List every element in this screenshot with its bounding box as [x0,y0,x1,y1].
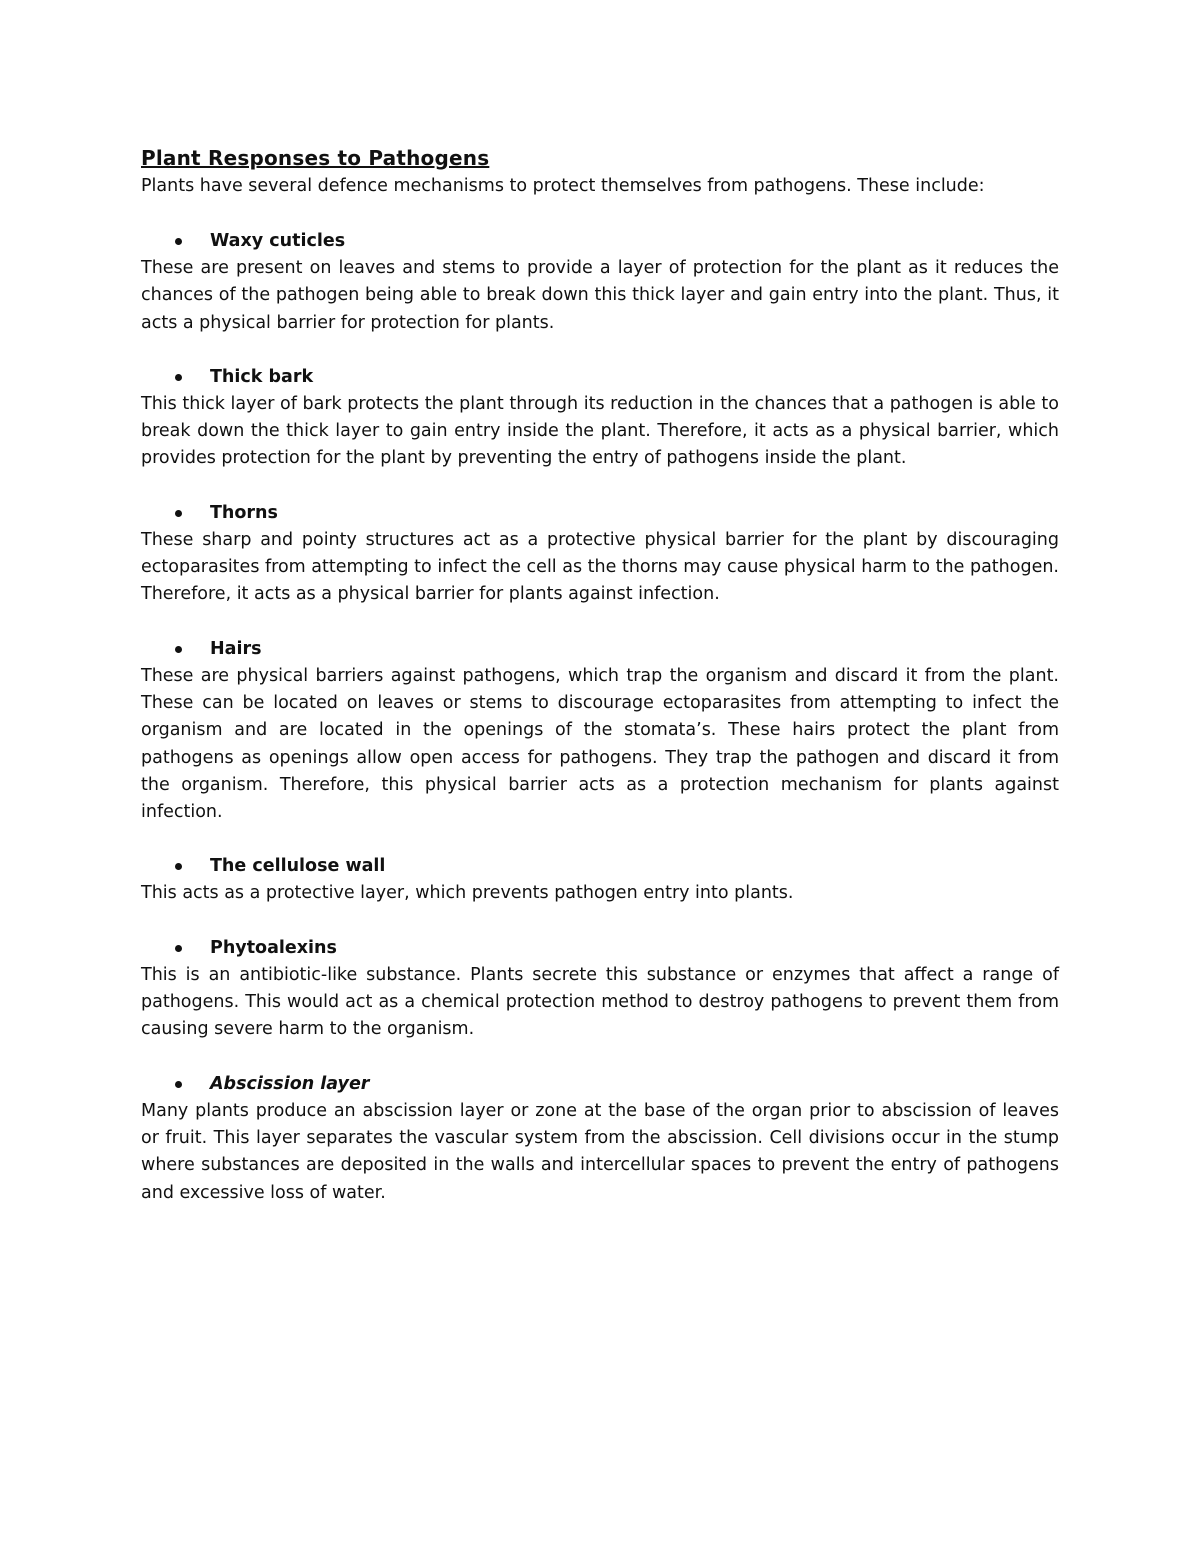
section-cellulose-wall [141,853,1059,907]
section-heading-text: Hairs [210,638,262,659]
section-heading [141,1071,1059,1098]
document-title: Plant Responses to Pathogens [141,146,490,170]
section-heading-text: The cellulose wall [210,856,386,877]
section-body: These are physical barriers against pathogens, which trap the organism and discard it from the plant. These can be located on leaves or stems to discourage ectoparasites from attempting to infect the organism and are located in the openings of the stomata’s. These hairs protect the plant from pathogens as openings allow open access for pathogens. They trap the pathogen and discard it from the organism. Therefore, this physical barrier acts as a protection mechanism for plants against infection. [141,665,1059,823]
document-page [141,143,1059,1234]
bullet-icon [175,374,182,381]
section-thick-bark [141,364,1059,473]
section-waxy-cuticles [141,228,1059,337]
bullet-icon [175,1081,182,1088]
section-body: This thick layer of bark protects the plant through its reduction in the chances that a pathogen is able to break down the thick layer to gain entry inside the plant. Therefore, it acts as a physical barrier, which provides protection for the plant by preventing the entry of pathogens inside the plant. [141,393,1059,469]
section-body: These sharp and pointy structures act as a protective physical barrier for the plant by discouraging ectoparasites from attempting to infect the cell as the thorns may cause physical harm to the pathogen. Therefore, it acts as a physical barrier for plants against infection. [141,529,1059,605]
section-thorns [141,500,1059,609]
section-body: Many plants produce an abscission layer or zone at the base of the organ prior to abscission of leaves or fruit. This layer separates the vascular system from the abscission. Cell divisions occur in the stump where substances are deposited in the walls and intercellular spaces to prevent the entry of pathogens and excessive loss of water. [141,1100,1059,1203]
section-heading [141,228,1059,255]
section-heading [141,853,1059,880]
section-body: These are present on leaves and stems to provide a layer of protection for the plant as it reduces the chances of the pathogen being able to break down this thick layer and gain entry into the plant. Thus, it acts a physical barrier for protection for plants. [141,258,1059,333]
intro-paragraph: Plants have several defence mechanisms to protect themselves from pathogens. These include: [141,176,985,196]
bullet-icon [175,945,182,952]
section-abscission-layer [141,1071,1059,1207]
section-heading-text: Thick bark [210,366,314,387]
bullet-icon [175,510,182,517]
section-heading-text: Phytoalexins [210,937,337,958]
section-body: This is an antibiotic-like substance. Plants secrete this substance or enzymes that affect a range of pathogens. This would act as a chemical protection method to destroy pathogens to prevent them from causing severe harm to the organism. [141,964,1059,1040]
section-heading [141,364,1059,391]
bullet-icon [175,238,182,245]
section-hairs [141,636,1059,827]
section-heading [141,636,1059,663]
section-phytoalexins [141,935,1059,1044]
section-heading-text: Waxy cuticles [210,231,346,251]
bullet-icon [175,646,182,653]
section-heading-text: Thorns [210,502,278,523]
section-heading [141,500,1059,527]
section-heading [141,935,1059,962]
section-heading-text: Abscission layer [210,1073,370,1094]
section-body: This acts as a protective layer, which prevents pathogen entry into plants. [141,883,794,904]
bullet-icon [175,863,182,870]
